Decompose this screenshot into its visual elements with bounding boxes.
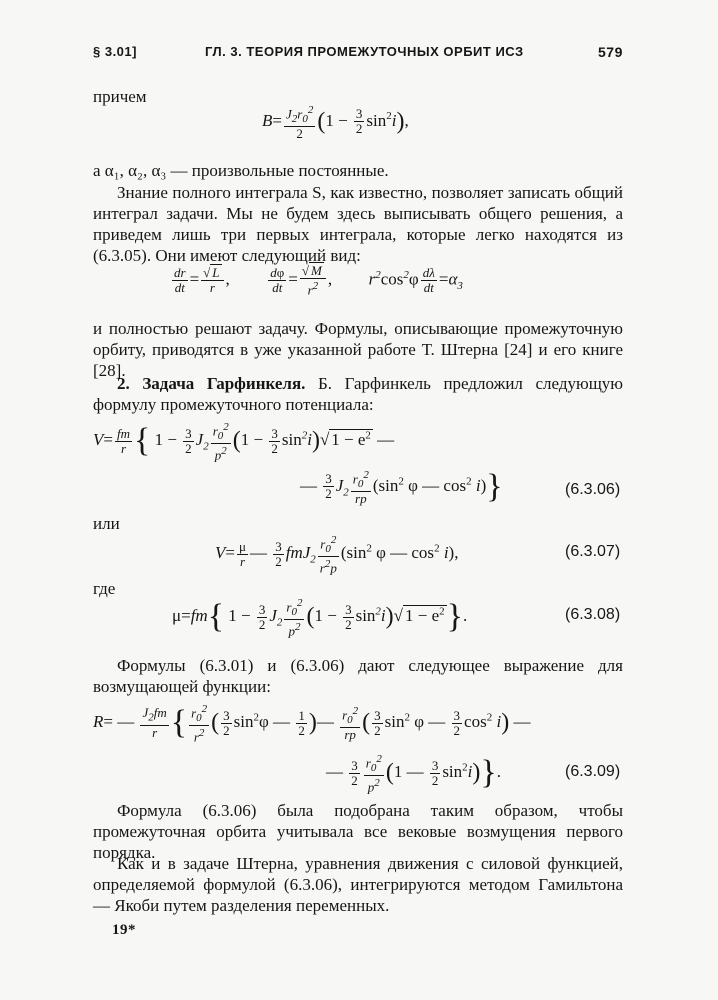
formula-B: B= $\frac{J_2r_0^2}{2}$ (1 − $\frac{3}{2}$ $\sin^2i$), bbox=[262, 104, 409, 141]
paragraph-3 bbox=[93, 373, 623, 415]
paragraph-5: Формула (6.3.06) была подобрана таким образом, чтобы промежуточная орбита учитывала все вековые возмущения первого порядка. bbox=[93, 801, 623, 862]
formula-V-307: V= $\frac{\mu}{r}$ — $\frac{3}{2}$ fmJ$_2$ $\frac{r_0^2}{r^2p}$ ($\sin^2$ φ — $\cos^2 i$), bbox=[215, 534, 459, 576]
section-ref: § 3.01] bbox=[93, 44, 137, 59]
paragraph-2: и полностью решают задачу. Формулы, описывающие промежуточную орбиту, приводятся в уже указанной работе Т. Штерна [24] и его книге [28]. bbox=[93, 319, 623, 380]
equation-number-308: (6.3.08) bbox=[565, 606, 621, 623]
equation-number-306: (6.3.06) bbox=[565, 481, 621, 498]
text-prichem: причем bbox=[93, 87, 147, 106]
formula-R-line1: R= — $\frac{J_2fm}{r}$ { $\frac{r_0^2}{r^2}$ ( $\frac{3}{2}$ $\sin^2\varphi$ — $\frac{1}{2}$ )— $\frac{r_0^2}{rp}$ ( $\frac{3}{2}$ $\sin^2 \varphi$ — $\frac{3}{2}$ $\cos^2 i$) — bbox=[93, 703, 531, 745]
chapter-title: ГЛ. 3. ТЕОРИЯ ПРОМЕЖУТОЧНЫХ ОРБИТ ИСЗ bbox=[205, 44, 524, 59]
formula-integrals: $\frac{dr}{dt}$ = $\frac{√ L}{r}$ , $\frac{d\varphi}{dt}$ = $\frac{√ M}{r^2}$ , $r^2\cos^2\varphi$ $\frac{d\lambda}{dt}$ $=\alpha_3$ bbox=[174, 263, 463, 298]
paragraph-6: Как и в задаче Штерна, уравнения движения с силовой функцией, определяемой формулой (6.3.06), интегрируются методом Гамильтона — Якоби путем разделения переменных. bbox=[93, 854, 623, 915]
signature-mark: 19* bbox=[112, 922, 136, 938]
paragraph-1: Знание полного интеграла S, как известно, позволяет записать общий интеграл задачи. Мы не будем здесь выписывать общего решения, а приведем лишь три первых интеграла, которые легко находятся из (6.3.05). Они имеют следующий вид: bbox=[93, 183, 623, 265]
formula-V-line2: — $\frac{3}{2}$ $J_2$ $\frac{r_0^2}{rp}$ ($\sin^2$ φ — $\cos^2 i$)} bbox=[300, 467, 503, 506]
paragraph-4: Формулы (6.3.01) и (6.3.06) дают следующее выражение для возмущающей функции: bbox=[93, 656, 623, 696]
formula-V-line1: V= $\frac{fm}{r}$ { 1 − $\frac{3}{2}$ $J_2$ $\frac{r_0^2}{p^2}$ (1 − $\frac{3}{2}$ $\sin^2i)√$ $1 - e^2$ — bbox=[93, 421, 395, 463]
formula-mu-308: μ=fm{ 1 − $\frac{3}{2}$ $J_2$ $\frac{r_0^2}{p^2}$ (1 − $\frac{3}{2}$ $\sin^2i)√$ $1 - e^2$}. bbox=[172, 597, 468, 639]
formula-R-line2: — $\frac{3}{2}$ $\frac{r_0^2}{p^2}$ (1 — $\frac{3}{2}$ $\sin^2i$)}. bbox=[326, 753, 501, 795]
paragraph-3-body: Б. Гарфинкель предложил следующую формулу промежуточного потенциала: bbox=[93, 374, 623, 414]
text-alphas: а α₁, α₂, α₃ — произвольные постоянные. bbox=[93, 161, 389, 180]
text-gde: где bbox=[93, 579, 116, 598]
page-number: 579 bbox=[598, 44, 623, 60]
text-ili: или bbox=[93, 514, 120, 533]
section-heading-garfinkel: 2. Задача Гарфинкеля. bbox=[117, 374, 306, 393]
equation-number-309: (6.3.09) bbox=[565, 763, 621, 780]
equation-number-307: (6.3.07) bbox=[565, 543, 621, 560]
